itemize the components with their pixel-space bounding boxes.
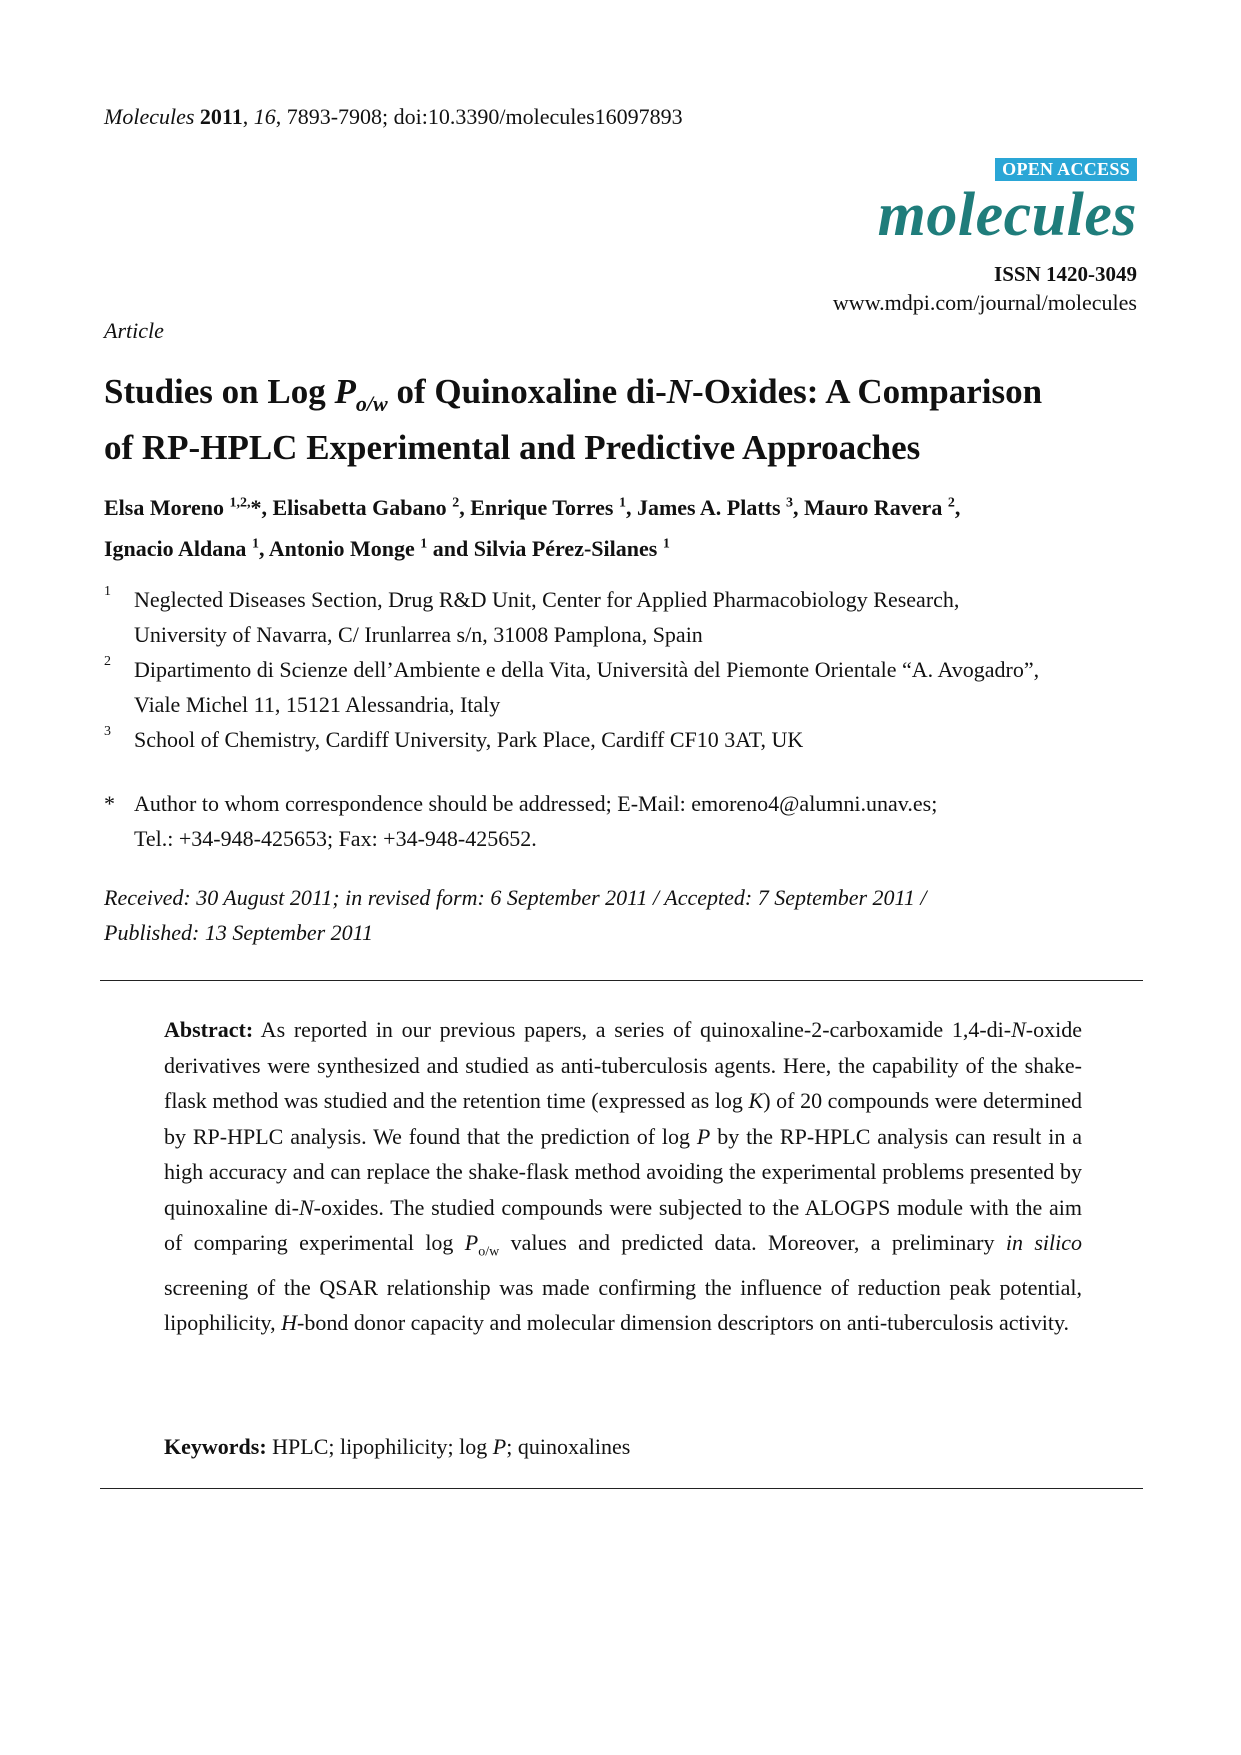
- abstract: Abstract: As reported in our previous papers, a series of quinoxaline-2-carboxamide 1,4-di-N-oxide derivatives were synthesized and studied as anti-tuberculosis agents. Here, the capability of the shake-flask method was studied and the retention time (expressed as log K) of 20 compounds were determined by RP-HPLC analysis. We found that the prediction of log P by the RP-HPLC analysis can result in a high accuracy and can replace the shake-flask method avoiding the experimental problems presented by quinoxaline di-N-oxides. The studied compounds were subjected to the ALOGPS module with the aim of comparing experimental $\log P_{o/w}$ values and predicted data. Moreover, a preliminary in silico screening of the QSAR relationship was made confirming the influence of reduction peak potential, lipophilicity, H-bond donor capacity and molecular dimension descriptors on anti-tuberculosis activity.: [164, 1017, 1082, 1336]
- correspondence-star: *: [104, 791, 115, 816]
- correspondence-email-line: Author to whom correspondence should be addressed; E-Mail: emoreno4@alumni.unav.es;: [134, 791, 938, 816]
- paper-title: [104, 370, 1154, 470]
- author: Silvia Pérez-Silanes $^1$: [473, 535, 670, 561]
- journal-url[interactable]: www.mdpi.com/journal/molecules: [832, 290, 1137, 315]
- author: Enrique Torres $^1$,: [470, 495, 637, 521]
- top-divider: [100, 980, 1143, 981]
- affiliation-item: 3 School of Chemistry, Cardiff University, Park Place, Cardiff CF10 3AT, UK: [104, 722, 1164, 757]
- bottom-divider: [100, 1488, 1143, 1489]
- citation-journal: Molecules: [104, 104, 195, 129]
- affiliation-list: [104, 582, 1164, 757]
- author: Mauro Ravera $^2$,: [804, 495, 961, 521]
- citation-year: 2011: [199, 104, 243, 129]
- affiliation-item: 1 Neglected Diseases Section, Drug R&D Unit, Center for Applied Pharmacobiology Research, University of Navarra, C/ Irunlarrea s/n, 31008 Pamplona, Spain: [104, 582, 1164, 652]
- issn: ISSN 1420-3049: [994, 262, 1137, 286]
- citation-pages-doi: , 7893-7908; doi:10.3390/molecules16097893: [275, 104, 683, 129]
- title-line-2: of RP-HPLC Experimental and Predictive Approaches: [104, 428, 921, 467]
- author: Antonio Monge $^1$ and: [268, 535, 474, 561]
- correspondence: [104, 786, 1164, 856]
- keywords-label: Keywords:: [164, 1434, 267, 1459]
- affiliation-number: 2: [104, 654, 111, 669]
- publication-dates: Received: 30 August 2011; in revised form: 6 September 2011 / Accepted: 7 September 2011 / Published: 13 September 2011: [104, 885, 927, 945]
- affiliation-item: 2 Dipartimento di Scienze dell’Ambiente e della Vita, Università del Piemonte Orientale “A. Avogadro”, Viale Michel 11, 15121 Alessandria, Italy: [104, 652, 1164, 722]
- author: Elisabetta Gabano $^2$,: [272, 495, 471, 521]
- affiliation-number: 1: [104, 584, 111, 599]
- author: Elsa Moreno $^{1,2,}$*,: [104, 495, 273, 521]
- keywords: Keywords: HPLC; lipophilicity; log P; quinoxalines: [164, 1434, 631, 1459]
- open-access-badge: OPEN ACCESS: [995, 158, 1137, 181]
- author: Ignacio Aldana $^1$,: [104, 535, 269, 561]
- abstract-label: Abstract:: [164, 1017, 254, 1042]
- affiliation-number: 3: [104, 724, 111, 739]
- article-type: Article: [104, 318, 164, 343]
- citation-line: Molecules 2011, 16, 7893-7908; doi:10.3390/molecules16097893: [104, 104, 683, 129]
- correspondence-phone-line: Tel.: +34-948-425653; Fax: +34-948-425652.: [134, 826, 537, 851]
- author: James A. Platts $^3$,: [636, 495, 805, 521]
- author-list: [104, 486, 1144, 567]
- title-line-1: Studies on Log $P_{o/w}$ of Quinoxaline di-N-Oxides: A Comparison: [104, 372, 1043, 416]
- citation-volume: 16: [253, 104, 276, 129]
- journal-logo: molecules: [877, 181, 1137, 249]
